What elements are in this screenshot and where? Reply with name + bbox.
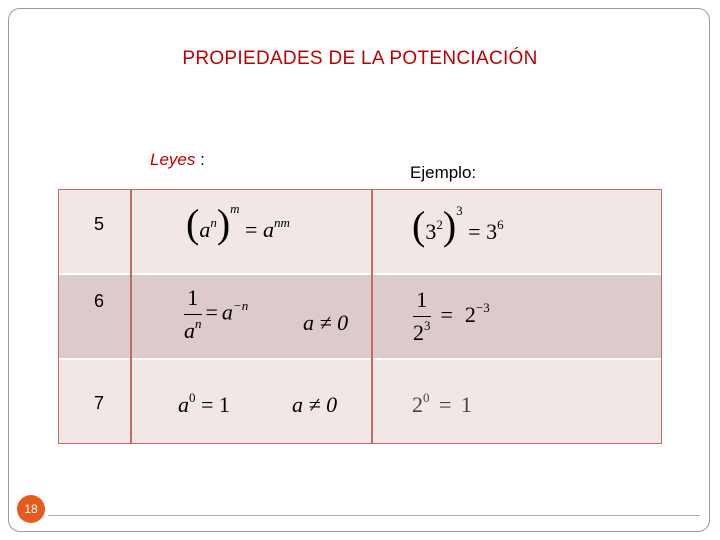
law-7-eq: =: [201, 392, 214, 417]
slide-title: PROPIEDADES DE LA POTENCIACIÓN: [182, 48, 538, 69]
example-6-denominator-exp: 3: [424, 318, 431, 333]
law-7-result: 1: [218, 392, 230, 417]
example-7-exp: 0: [423, 390, 430, 405]
properties-table: [58, 189, 662, 444]
column-divider: [371, 189, 373, 444]
laws-colon: :: [195, 150, 205, 169]
law-5-result-exp: nm: [273, 215, 290, 230]
example-5-base: 3: [425, 219, 437, 244]
example-5-result-base: 3: [486, 219, 498, 244]
laws-word: Leyes: [150, 150, 196, 169]
example-6-result-exp: −3: [475, 299, 490, 315]
law-6-denominator-base: a: [184, 318, 195, 343]
law-6-formula: [184, 285, 248, 347]
example-5-formula: $(3^2)^3 = 3^6$: [412, 203, 504, 248]
law-6-result-base: a: [221, 299, 233, 325]
example-5-eq: =: [468, 219, 481, 244]
law-5-formula: $(a^n)^m = a^{nm}$: [186, 201, 290, 246]
example-6-eq: =: [440, 301, 453, 327]
table-row: [59, 275, 661, 360]
laws-label: [150, 150, 205, 170]
row-number-5: 5: [94, 214, 105, 234]
law-6-result-exp: −n: [232, 297, 249, 313]
law-6-numerator: 1: [187, 285, 199, 310]
example-6-formula: [413, 287, 490, 349]
example-7-result: 1: [460, 392, 472, 417]
law-6-condition: a ≠ 0: [303, 310, 349, 335]
law-6-denominator-exp: n: [195, 316, 202, 331]
law-5-base: a: [199, 217, 211, 242]
example-6-fraction: [413, 287, 431, 349]
law-5-eq: =: [245, 217, 258, 242]
law-5-outer-exp: m: [230, 201, 240, 216]
row-number-7: 7: [94, 393, 105, 413]
law-6-eq: =: [205, 299, 218, 325]
example-6-numerator: 1: [416, 287, 428, 312]
table-row: [59, 360, 661, 443]
law-5-inner-exp: n: [210, 215, 217, 230]
law-7-exp: 0: [189, 390, 196, 405]
example-label: Ejemplo:: [410, 163, 477, 182]
column-divider: [130, 189, 132, 444]
page-number-badge: 18: [17, 495, 45, 523]
example-7-formula: [412, 392, 472, 418]
footer-line: [48, 515, 700, 516]
example-5-inner-exp: 2: [436, 217, 443, 232]
example-5-outer-exp: 3: [456, 203, 463, 218]
example-6-denominator-base: 2: [413, 320, 424, 345]
law-6-fraction: [184, 285, 202, 347]
law-7-base: a: [178, 392, 189, 417]
table-row: [59, 190, 661, 275]
example-5-result-exp: 6: [497, 217, 504, 232]
example-7-eq: =: [439, 392, 452, 417]
example-6-result-base: 2: [464, 301, 476, 327]
example-7-base: 2: [412, 392, 423, 417]
law-5-result-base: a: [262, 217, 274, 242]
law-7-condition: a ≠ 0: [292, 392, 338, 417]
law-7-formula: [178, 392, 230, 418]
row-number-6: 6: [94, 291, 105, 311]
